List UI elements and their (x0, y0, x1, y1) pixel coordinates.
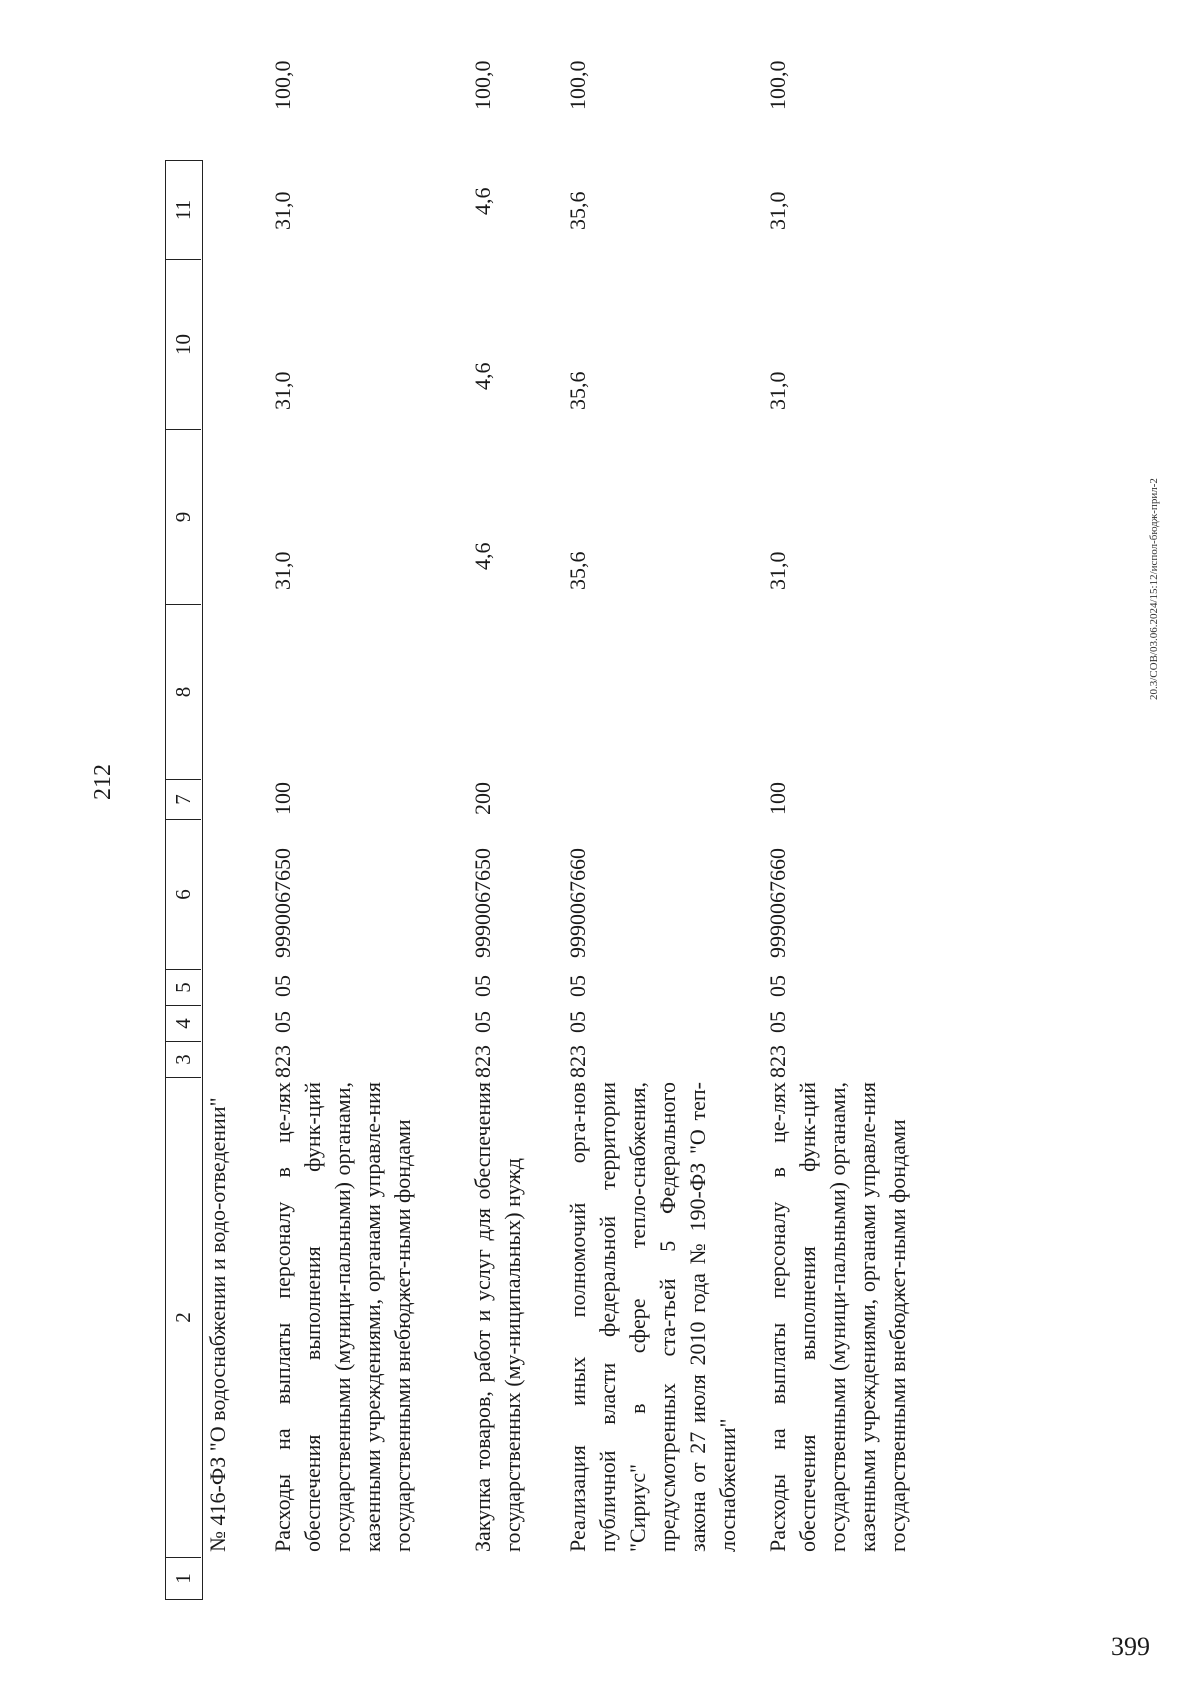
row-2-col3: 823 (470, 1045, 495, 1078)
row-1-col6: 9990067650 (270, 848, 295, 958)
header-col-1: 1 (166, 1557, 201, 1599)
header-col-6: 6 (166, 819, 201, 969)
row-2-col7: 200 (470, 782, 495, 815)
row-3-col9: 35,6 (565, 371, 590, 410)
table-header (165, 160, 203, 1600)
header-col-4: 4 (166, 1005, 201, 1041)
row-4-col3: 823 (765, 1045, 790, 1078)
row-4-col10: 31,0 (765, 191, 790, 230)
header-col-10: 10 (166, 259, 201, 429)
row-3-col3: 823 (565, 1045, 590, 1078)
header-col-7: 7 (166, 779, 201, 819)
row-3-col10: 35,6 (565, 191, 590, 230)
row-4-col4: 05 (765, 1011, 790, 1033)
row-2-col10: 4,6 (470, 187, 495, 215)
header-col-3: 3 (166, 1041, 201, 1077)
row-1-col10: 31,0 (270, 191, 295, 230)
row-3-col4: 05 (565, 1011, 590, 1033)
row-1-col7: 100 (270, 782, 295, 815)
intro-text: № 416-ФЗ "О водоснабжении и водо-отведении" (205, 1097, 230, 1552)
row-4-description: Расходы на выплаты персоналу в це-лях обеспечения выполнения функ-ций государственными (муници-пальными) органами, казенными учреждениями, органами управле-ния государственными внебюджет-ными фондами (765, 1082, 910, 1552)
page-number-bottom: 399 (1111, 1632, 1150, 1661)
header-col-8: 8 (166, 604, 201, 779)
row-1-col9: 31,0 (270, 371, 295, 410)
row-3-col11: 100,0 (565, 60, 590, 110)
row-1-description: Расходы на выплаты персоналу в це-лях обеспечения выполнения функ-ций государственными (муници-пальными) органами, казенными учреждениями, органами управле-ния государственными внебюджет-ными фондами (270, 1082, 415, 1552)
row-4-col11: 100,0 (765, 60, 790, 110)
row-1-col3: 823 (270, 1045, 295, 1078)
row-3-col5: 05 (565, 975, 590, 997)
row-2-col4: 05 (470, 1011, 495, 1033)
document-stamp: 20.3/СОВ/03.06.2024/15:12/испол-бюдж-прил-2 (1148, 478, 1160, 700)
row-3-col8: 35,6 (565, 551, 590, 590)
row-4-col6: 9990067660 (765, 848, 790, 958)
header-col-5: 5 (166, 969, 201, 1005)
row-2-col6: 9990067650 (470, 848, 495, 958)
header-col-9: 9 (166, 429, 201, 604)
row-3-description: Реализация иных полномочий орга-нов публичной власти федеральной территории "Сириус" в сфере тепло-снабжения, предусмотренных ста-тьей 5 Федерального закона от 27 июля 2010 года № 190-ФЗ "О теп-лоснабжении" (565, 1082, 740, 1552)
row-1-col11: 100,0 (270, 60, 295, 110)
row-2-col9: 4,6 (470, 362, 495, 390)
page-number-top: 212 (90, 764, 116, 800)
row-2-description: Закупка товаров, работ и услуг для обеспечения государственных (му-ниципальных) нужд (470, 1082, 525, 1552)
row-4-col5: 05 (765, 975, 790, 997)
row-2-col11: 100,0 (470, 60, 495, 110)
budget-table (165, 50, 1095, 1600)
row-1-col4: 05 (270, 1011, 295, 1033)
row-1-col5: 05 (270, 975, 295, 997)
row-3-col6: 9990067660 (565, 848, 590, 958)
row-1-col8: 31,0 (270, 551, 295, 590)
row-4-col9: 31,0 (765, 371, 790, 410)
row-2-col5: 05 (470, 975, 495, 997)
row-2-col8: 4,6 (470, 542, 495, 570)
row-4-col8: 31,0 (765, 551, 790, 590)
header-col-11: 11 (171, 199, 195, 221)
header-col-2: 2 (166, 1077, 201, 1557)
row-4-col7: 100 (765, 782, 790, 815)
